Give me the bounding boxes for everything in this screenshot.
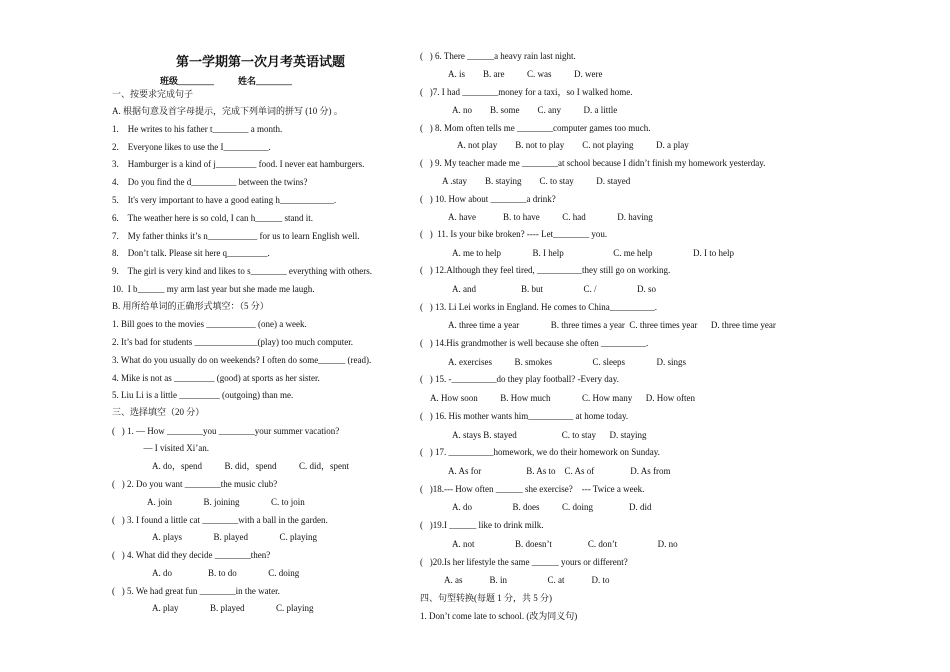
mc-options: A. do B. does C. doing D. did [452,502,652,512]
mc-question: ( )19.I ______ like to drink milk. [420,520,544,530]
section-4-heading: 四、句型转换(每题 1 分，共 5 分) [420,593,552,603]
mc-options: A. not play B. not to play C. not playing D. a play [457,140,689,150]
spelling-item: 7. My father thinks it’s n___________ for us to learn English well. [112,231,360,241]
section-b-heading: B. 用所给单词的正确形式填空：（5 分） [112,301,269,311]
mc-options: A. As for B. As to C. As of D. As from [448,466,671,476]
mc-question: ( ) 11. Is your bike broken? ---- Let________ you. [420,229,608,239]
spelling-item: 3. Hamburger is a kind of j_________ food. I never eat hamburgers. [112,159,365,169]
word-form-item: 1. Bill goes to the movies ___________ (one) a week. [112,319,307,329]
mc-question: ( ) 15. -__________do they play football? -Every day. [420,374,619,384]
mc-options: A. exercises B. smokes C. sleeps D. sings [448,357,686,367]
page-title: 第一学期第一次月考英语试题 [176,54,346,69]
mc-options: A. plays B. played C. playing [152,532,317,542]
section-a-heading: A. 根据句意及首字母提示，完成下列单词的拼写 (10 分) 。 [112,106,343,116]
mc-question: ( ) 17. __________homework, we do their homework on Sunday. [420,447,660,457]
section-3-heading: 三、选择填空（20 分） [112,407,205,417]
mc-question: ( ) 1. — How ________you ________your summer vacation? [112,426,340,436]
word-form-item: 3. What do you usually do on weekends? I often do some______ (read). [112,355,372,365]
spelling-item: 9. The girl is very kind and likes to s________ everything with others. [112,266,373,276]
word-form-item: 4. Mike is not as _________ (good) at sports as her sister. [112,373,320,383]
class-label: 班级________ [160,76,215,86]
word-form-item: 5. Liu Li is a little _________ (outgoing) than me. [112,390,294,400]
mc-options: A. is B. are C. was D. were [448,69,603,79]
mc-question: ( ) 8. Mom often tells me ________computer games too much. [420,123,651,133]
mc-question: ( )20.Is her lifestyle the same ______ yours or different? [420,557,628,567]
spelling-item: 5. It's very important to have a good eating h____________. [112,195,337,205]
mc-question: ( ) 13. Li Lei works in England. He comes to China__________. [420,302,657,312]
spelling-item: 1. He writes to his father t________ a month. [112,124,283,134]
mc-question: ( ) 2. Do you want ________the music club? [112,479,278,489]
mc-question: ( ) 9. My teacher made me ________at school because I didn’t finish my homework yesterday. [420,158,766,168]
mc-options: A. How soon B. How much C. How many D. How often [430,393,695,403]
mc-options: A .stay B. staying C. to stay D. stayed [442,176,631,186]
spelling-item: 10. I b______ my arm last year but she made me laugh. [112,284,315,294]
mc-options: A. do，spend B. did，spend C. did，spent [152,461,349,471]
mc-question: ( ) 10. How about ________a drink? [420,194,556,204]
rewrite-item: 1. Don’t come late to school. (改为同义句) [420,611,578,621]
mc-options: A. join B. joining C. to join [147,497,305,507]
mc-options: A. and B. but C. / D. so [452,284,657,294]
mc-options: A. as B. in C. at D. to [444,575,610,585]
mc-question: ( ) 5. We had great fun ________in the water. [112,586,280,596]
mc-question: ( ) 12.Although they feel tired, __________they still go on working. [420,265,671,275]
mc-options: A. no B. some C. any D. a little [452,105,618,115]
mc-options: A. stays B. stayed C. to stay D. staying [452,430,647,440]
mc-question: ( ) 3. I found a little cat ________with a ball in the garden. [112,515,328,525]
spelling-item: 8. Don’t talk. Please sit here q_________. [112,248,270,258]
mc-options: A. play B. played C. playing [152,603,314,613]
mc-question: ( )7. I had ________money for a taxi，so I walked home. [420,87,633,97]
word-form-item: 2. It’s bad for students ______________(play) too much computer. [112,337,353,347]
mc-options: A. me to help B. I help C. me help D. I to help [452,248,734,258]
section-1-heading: 一、按要求完成句子 [112,89,194,99]
mc-options: A. not B. doesn’t C. don’t D. no [452,539,678,549]
spelling-item: 2. Everyone likes to use the I__________. [112,142,271,152]
mc-options: A. do B. to do C. doing [152,568,300,578]
mc-question: ( ) 4. What did they decide ________then? [112,550,271,560]
mc-question: ( )18.--- How often ______ she exercise? --- Twice a week. [420,484,645,494]
name-label: 姓名________ [238,76,293,86]
mc-dialog-line: — I visited Xi’an. [112,443,209,453]
mc-options: A. three time a year B. three times a year C. three times year D. three time year [448,320,776,330]
mc-question: ( ) 6. There ______a heavy rain last night. [420,51,576,61]
mc-question: ( ) 14.His grandmother is well because she often __________. [420,338,649,348]
mc-question: ( ) 16. His mother wants him__________ at home today. [420,411,629,421]
spelling-item: 6. The weather here is so cold, I can h______ stand it. [112,213,314,223]
mc-options: A. have B. to have C. had D. having [448,212,653,222]
spelling-item: 4. Do you find the d__________ between the twins? [112,177,308,187]
